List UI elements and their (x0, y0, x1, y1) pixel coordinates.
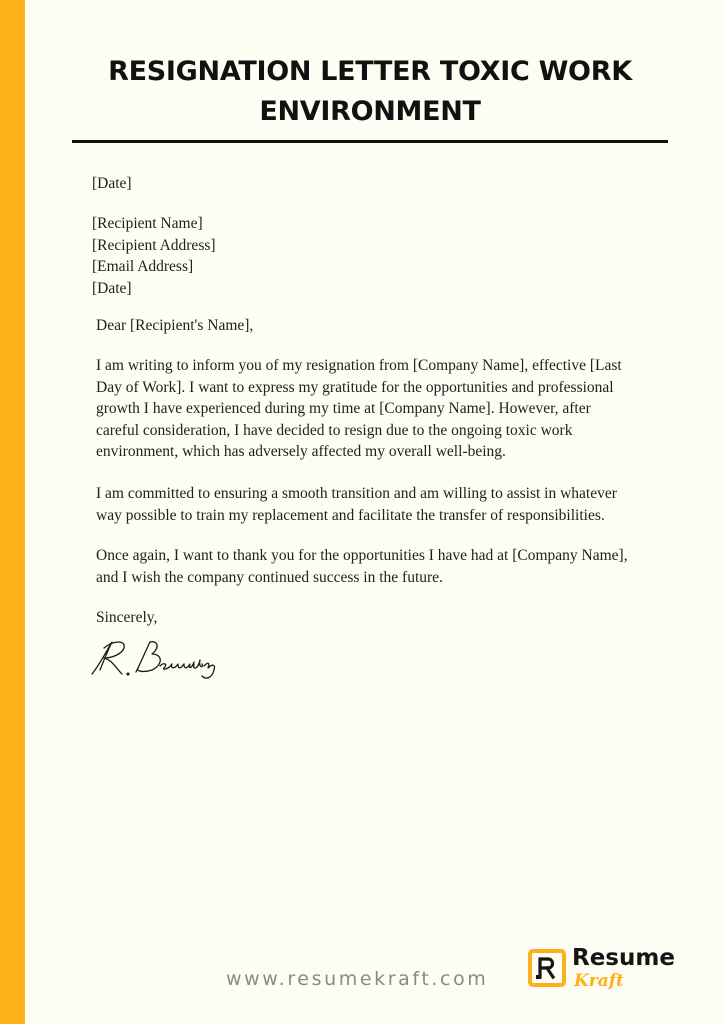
salutation (96, 315, 676, 337)
website-link[interactable]: www.resumekraft.com (226, 968, 489, 990)
paragraph-line: Day of Work]. I want to express my gratitude for the opportunities and professional (96, 378, 614, 396)
paragraph-line: way possible to train my replacement and facilitate the transfer of responsibilities. (96, 506, 605, 524)
page-title (70, 52, 670, 132)
paragraph-line: I am writing to inform you of my resignation from [Company Name], effective [Last (96, 357, 622, 374)
paragraph-line: Once again, I want to thank you for the opportunities I have had at [Company Name], (96, 547, 628, 564)
title-divider (72, 140, 668, 143)
recipient-date: [Date] (92, 279, 132, 297)
title-line-2: ENVIRONMENT (259, 96, 481, 127)
resume-r-icon (528, 949, 566, 987)
recipient-block (92, 213, 216, 299)
closing-text: Sincerely, (96, 609, 158, 626)
recipient-address: [Recipient Address] (92, 236, 216, 254)
title-line-1: RESIGNATION LETTER TOXIC WORK (108, 56, 632, 87)
paragraph-line: careful consideration, I have decided to resign due to the ongoing toxic work (96, 421, 573, 439)
body-paragraph-2 (96, 483, 676, 526)
accent-sidebar-bar (0, 0, 25, 1024)
resumekraft-logo (528, 947, 688, 997)
recipient-email: [Email Address] (92, 258, 194, 275)
paragraph-line: I am committed to ensuring a smooth transition and am willing to assist in whatever (96, 485, 617, 502)
paragraph-line: environment, which has adversely affected my overall well-being. (96, 443, 506, 460)
paragraph-line: growth I have experienced during my time at [Company Name]. However, after (96, 400, 591, 417)
logo-text-resume: Resume (572, 945, 675, 971)
paragraph-line: and I wish the company continued success in the future. (96, 568, 443, 586)
body-paragraph-1 (96, 355, 676, 463)
salutation-text: Dear [Recipient's Name], (96, 317, 254, 334)
recipient-name: [Recipient Name] (92, 215, 203, 232)
logo-text-kraft: Kraft (574, 971, 624, 991)
date-text: [Date] (92, 175, 132, 192)
closing (96, 607, 676, 629)
body-paragraph-3 (96, 545, 676, 588)
handwritten-signature (86, 634, 226, 682)
letter-date (92, 173, 132, 195)
